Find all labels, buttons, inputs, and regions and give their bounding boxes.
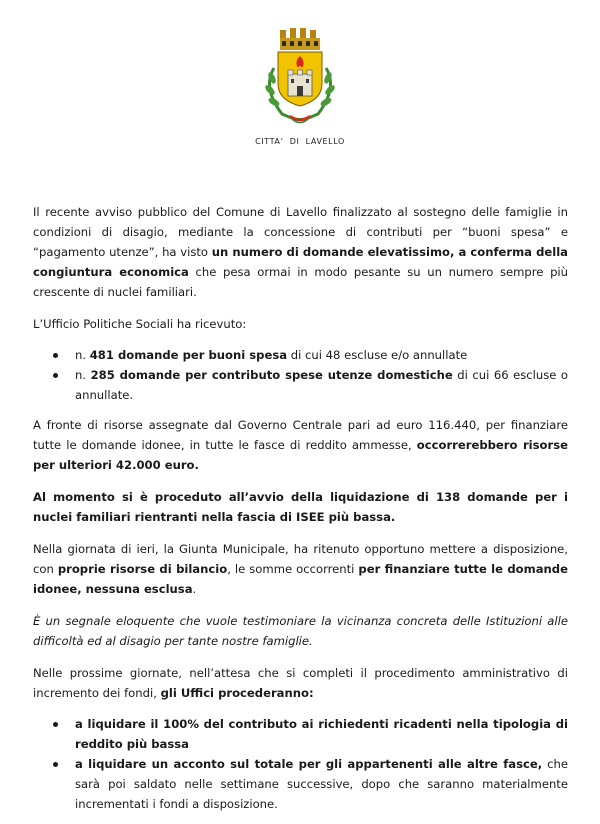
office-paragraph: L’Ufficio Politiche Sociali ha ricevuto:: [33, 317, 247, 331]
crown-battlements: [280, 28, 316, 38]
city-label: CITTA’ DI LAVELLO: [255, 137, 345, 146]
council-paragraph: Nella giornata di ieri, la Giunta Municipale, ha ritenuto opportuno mettere a disposizione, con proprie risorse di bilancio, le somme occorrenti per finanziare tutte le domande idonee, nessuna esclusa.: [33, 542, 568, 596]
coat-of-arms-icon: [254, 22, 346, 130]
list-item: a liquidare il 100% del contributo ai richiedenti ricadenti nella tipologia di reddito più bassa: [33, 714, 568, 754]
list-item: a liquidare un acconto sul totale per gli appartenenti alle altre fasce, che sarà poi saldato nelle settimane successive, dopo che saranno materialmente incrementati i fondi a disposizione.: [33, 754, 568, 814]
next-paragraph: Nelle prossime giornate, nell’attesa che si completi il procedimento amministrativo di incremento dei fondi, gli Uffici procederanno:: [33, 666, 568, 700]
list-item: n. 481 domande per buoni spesa di cui 48 escluse e/o annullate: [33, 345, 568, 365]
list-item: n. 285 domande per contributo spese utenze domestiche di cui 66 escluse o annullate.: [33, 365, 568, 405]
document-body: [33, 202, 568, 824]
resources-paragraph: A fronte di risorse assegnate dal Governo Centrale pari ad euro 116.440, per finanziare tutte le domande idonee, in tutte le fasce di reddito ammesse, occorrerebbero risorse per ulteriori 42.000 euro.: [33, 418, 568, 472]
requests-list: [33, 345, 568, 405]
intro-paragraph: Il recente avviso pubblico del Comune di Lavello finalizzato al sostegno delle famiglie in condizioni di disagio, mediante la concessione di contributi per “buoni spesa” e “pagamento utenze”, ha visto un numero di domande elevatissimo, a conferma della congiuntura economica che pesa ormai in modo pesante su un numero sempre più crescente di nuclei familiari.: [33, 205, 569, 299]
signal-paragraph: È un segnale eloquente che vuole testimoniare la vicinanza concreta delle Istituzioni alle difficoltà ed al disagio per tante nostre famiglie.: [33, 614, 568, 648]
liquidation-paragraph: Al momento si è proceduto all’avvio della liquidazione di 138 domande per i nuclei familiari rientranti nella fascia di ISEE più bassa.: [33, 490, 568, 524]
actions-list: [33, 714, 568, 814]
